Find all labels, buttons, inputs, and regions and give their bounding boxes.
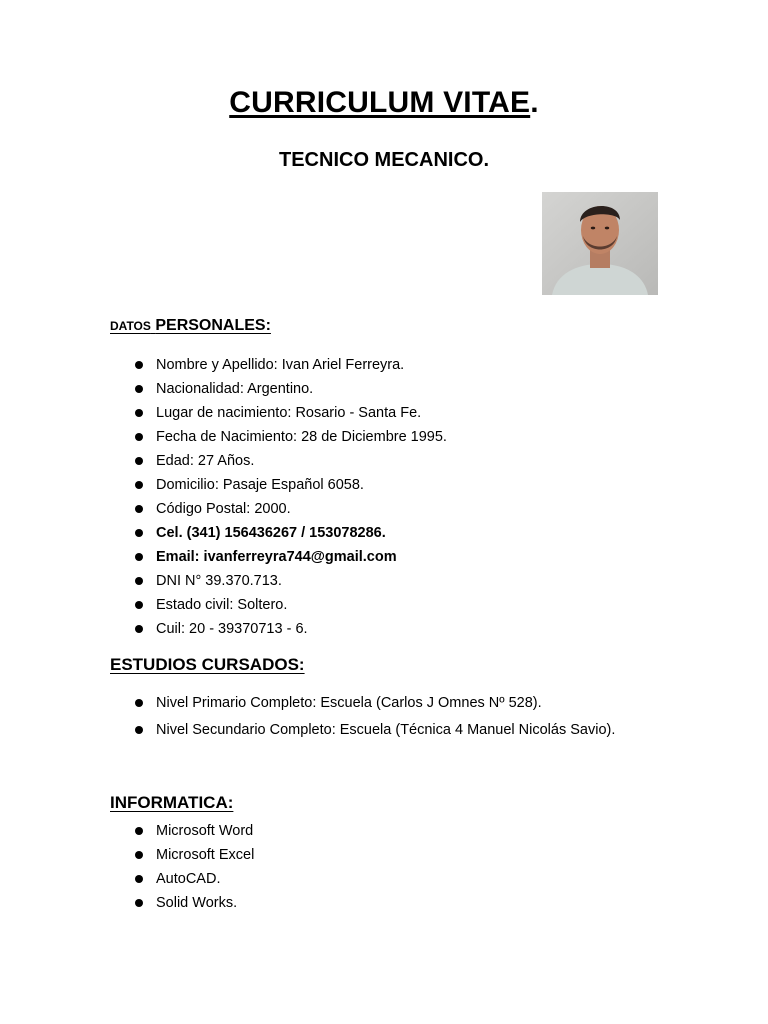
title-dot: . [530, 86, 539, 119]
list-item-codigo-postal: Código Postal: 2000. [130, 500, 650, 524]
list-item-secundario: Nivel Secundario Completo: Escuela (Técnica 4 Manuel Nicolás Savio). [130, 718, 656, 742]
list-item-autocad: AutoCAD. [130, 870, 650, 894]
profile-photo [542, 192, 658, 295]
heading-datos-word: DATOS [110, 319, 151, 333]
profile-photo-image [542, 192, 658, 295]
list-item-dni: DNI N° 39.370.713. [130, 572, 650, 596]
list-item-word: Microsoft Word [130, 822, 650, 846]
list-item-primario: Nivel Primario Completo: Escuela (Carlos J Omnes Nº 528). [130, 694, 650, 718]
list-item-lugar-nacimiento: Lugar de nacimiento: Rosario - Santa Fe. [130, 404, 650, 428]
section-heading-informatica: INFORMATICA: [110, 793, 234, 812]
heading-personales-word: PERSONALES: [155, 317, 271, 334]
list-item-email: Email: ivanferreyra744@gmail.com [130, 548, 650, 572]
title-text: CURRICULUM VITAE [229, 86, 531, 119]
estudios-list [130, 694, 650, 742]
list-item-excel: Microsoft Excel [130, 846, 650, 870]
section-heading-datos-personales [110, 317, 271, 335]
list-item-domicilio: Domicilio: Pasaje Español 6058. [130, 476, 650, 500]
list-item-edad: Edad: 27 Años. [130, 452, 650, 476]
list-item-nacionalidad: Nacionalidad: Argentino. [130, 380, 650, 404]
list-item-fecha-nacimiento: Fecha de Nacimiento: 28 de Diciembre 1995. [130, 428, 650, 452]
list-item-cuil: Cuil: 20 - 39370713 - 6. [130, 620, 650, 644]
section-heading-estudios: ESTUDIOS CURSADOS: [110, 655, 305, 674]
page-subtitle: TECNICO MECANICO. [279, 149, 489, 171]
page-title [0, 86, 768, 120]
list-item-solidworks: Solid Works. [130, 894, 650, 918]
list-item-celular: Cel. (341) 156436267 / 153078286. [130, 524, 650, 548]
list-item-nombre: Nombre y Apellido: Ivan Ariel Ferreyra. [130, 356, 650, 380]
list-item-estado-civil: Estado civil: Soltero. [130, 596, 650, 620]
datos-personales-list [130, 356, 650, 644]
informatica-list [130, 822, 650, 918]
